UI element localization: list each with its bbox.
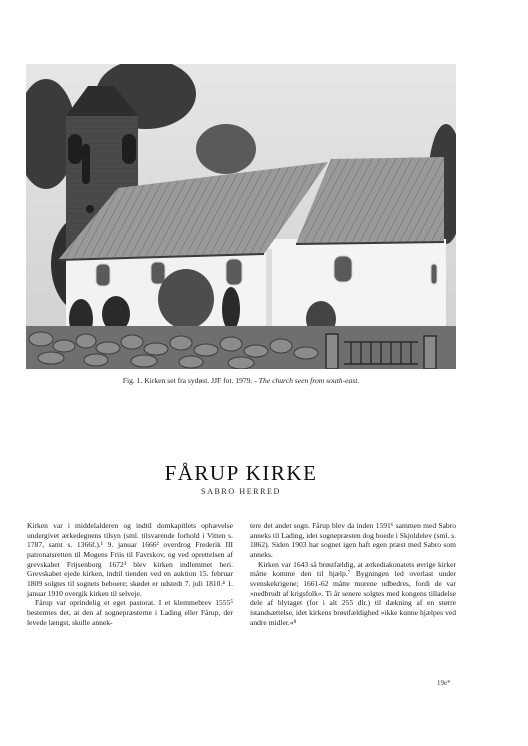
paragraph: Fårup var oprindelig et eget pastorat. I et klemmebrev 1555⁵ bestemtes det, at den af sognepræsterne i Lading eller Fårup, der levede længst, skulle annek- (27, 598, 233, 627)
caption-english: The church seen from south-east. (258, 376, 360, 385)
text-column-right (250, 521, 456, 627)
page-title: FÅRUP KIRKE (164, 461, 318, 485)
paragraph: tere det andet sogn. Fårup blev da inden 1591⁶ sammen med Sabro anneks til Lading, idet sognepræsten dog boede i Skjoldelev (sml. s. 1862). Siden 1903 har sognet igen haft egen præst med Sabro som anneks. (250, 521, 456, 559)
figure-caption (26, 376, 456, 386)
paragraph: Kirken var 1643 så brøstfældig, at ærkediakonatets øvrige kirker måtte komme den til hjælp.⁷ Bygningen led overlast under svenskekrigene; 1661-62 måtte murene udbedres, fordi de var »nedbrudt af krigsfolk«. Ti år senere solgtes med kongens tilladelse dele af blytaget (for i alt 255 dlr.) til dækning af en større istandsættelse, idet kirkens brøstfældighed »ikke kunne hjælpes ved andre midler.«⁸ (250, 559, 456, 627)
church-photograph (26, 64, 456, 369)
text-column-left (27, 521, 233, 627)
page-subtitle: SABRO HERRED (201, 487, 281, 496)
paragraph: Kirken var i middelalderen og indtil domkapitlets ophævelse undergivet ærkedegnens tilsyn (sml. tilsvarende forhold i Vitten s. 1787, samt s. 1366f.).¹ 9. januar 1666² overdrog Frederik III patronatsretten til Mogens Friis til Favrskov, og ved oprettelsen af grevskabet Frijsenborg 1672³ blev kirken indlemmet heri. Grevskabet ejede kirken, indtil tienden ved en auktion 15. februar 1809 solgtes til sognets beboere; skødet er udstedt 7. juli 1810.⁴ 1. januar 1910 overgik kirken til selveje. (27, 521, 233, 598)
caption-danish: Fig. 1. Kirken set fra sydøst. JJF fot. 1979. - (122, 376, 259, 385)
page-number: 19e* (437, 679, 451, 687)
church-photo-illustration (26, 64, 456, 369)
